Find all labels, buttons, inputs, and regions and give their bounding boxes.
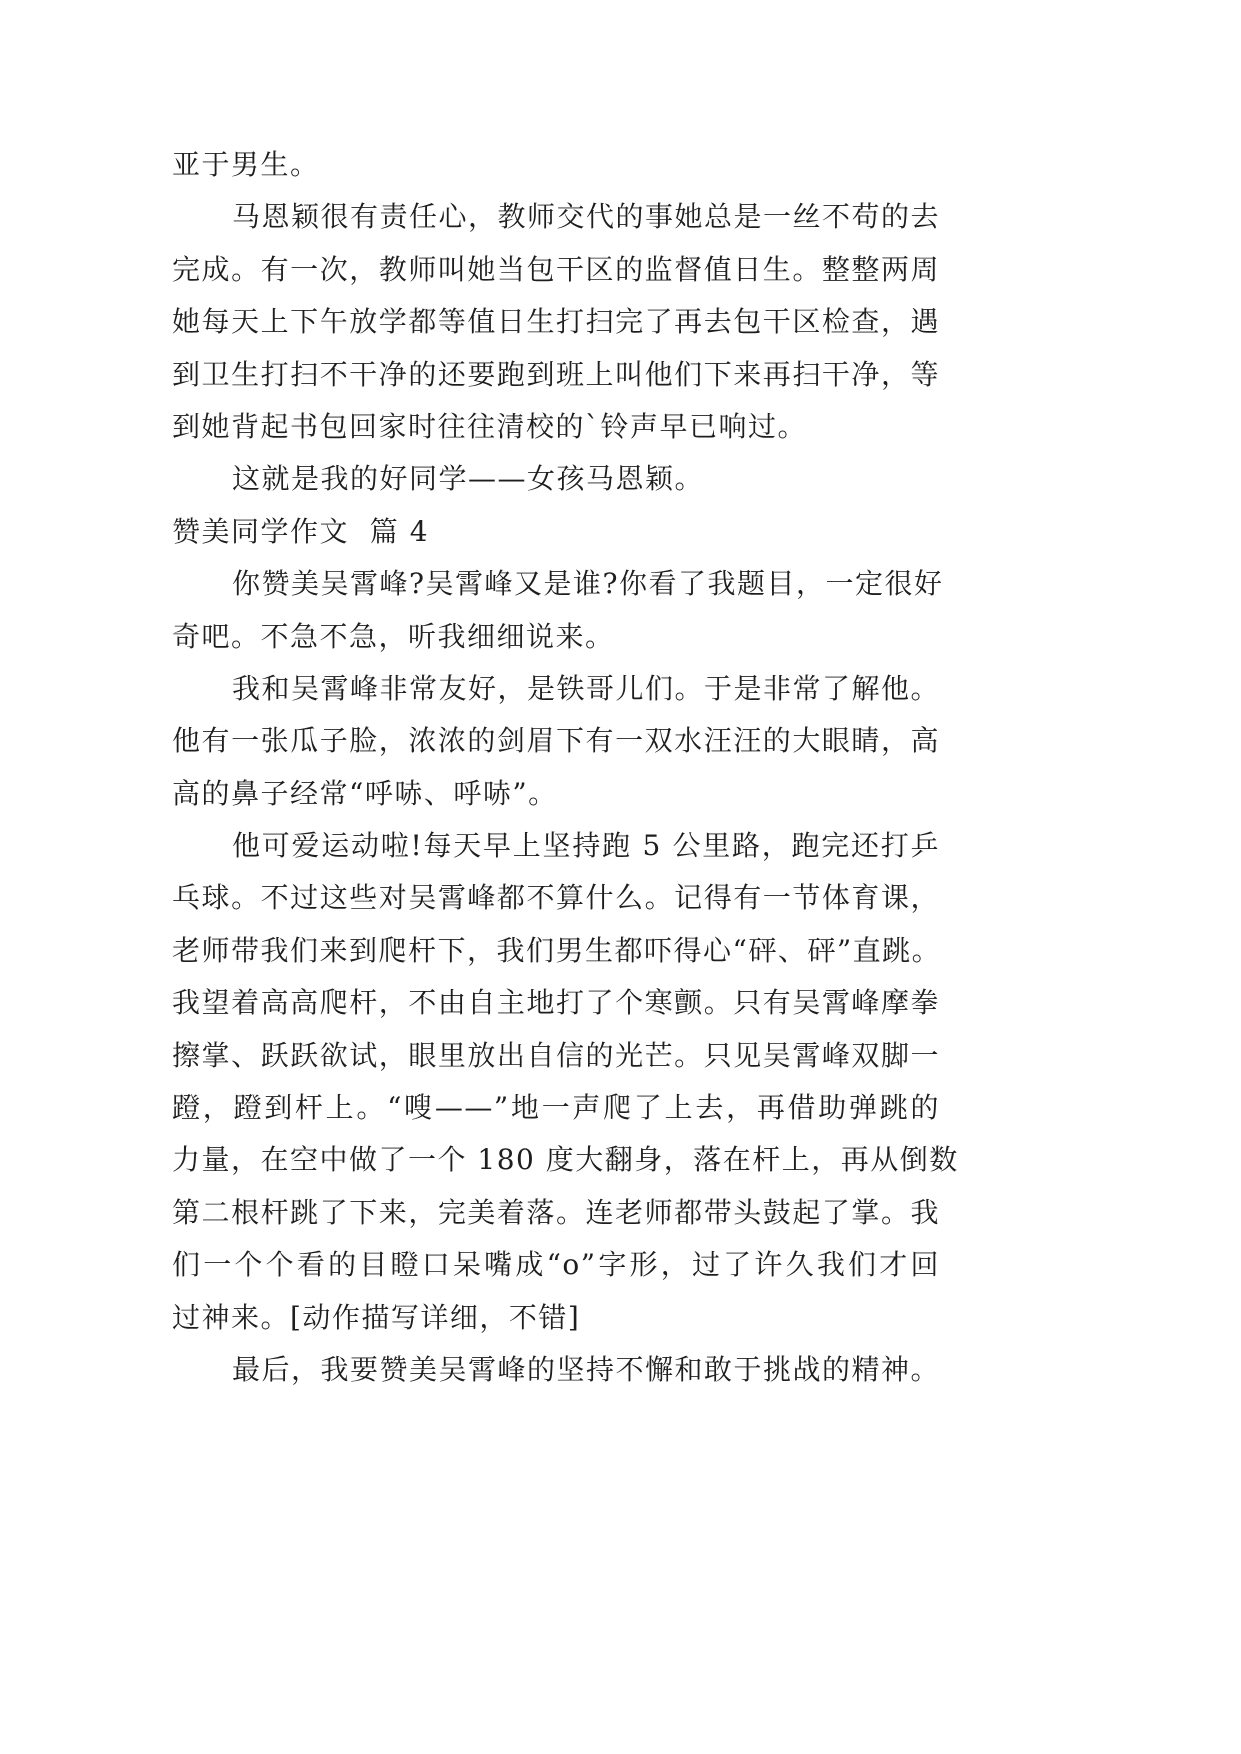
text-line: 到卫生打扫不干净的还要跑到班上叫他们下来再扫干净，等 bbox=[172, 357, 940, 391]
text-line: 力量，在空中做了一个 180 度大翻身，落在杆上，再从倒数 bbox=[172, 1143, 959, 1177]
paragraph bbox=[172, 1344, 940, 1396]
text-line: 最后，我要赞美吴霄峰的坚持不懈和敢于挑战的精神。 bbox=[232, 1352, 941, 1386]
paragraph bbox=[172, 558, 944, 663]
text-line: 亚于男生。 bbox=[172, 148, 320, 181]
text-line: 我望着高高爬杆，不由自主地打了个寒颤。只有吴霄峰摩拳 bbox=[172, 986, 940, 1020]
paragraph bbox=[172, 820, 959, 1344]
text-line: 你赞美吴霄峰?吴霄峰又是谁?你看了我题目，一定很好 bbox=[232, 567, 944, 601]
text-line: 这就是我的好同学——女孩马恩颖。 bbox=[232, 462, 705, 496]
section-heading bbox=[172, 506, 940, 558]
text-line: 高的鼻子经常“呼哧、呼哧”。 bbox=[172, 776, 558, 810]
paragraph bbox=[172, 453, 940, 505]
paragraph bbox=[172, 139, 940, 191]
text-line: 我和吴霄峰非常友好，是铁哥儿们。于是非常了解他。 bbox=[232, 671, 941, 705]
text-line: 们一个个看的目瞪口呆嘴成“o”字形，过了许久我们才回 bbox=[172, 1248, 940, 1282]
heading-text: 赞美同学作文 篇 4 bbox=[172, 514, 430, 548]
text-line: 奇吧。不急不急，听我细细说来。 bbox=[172, 619, 615, 653]
text-line: 他可爱运动啦!每天早上坚持跑 5 公里路，跑完还打乒 bbox=[232, 829, 940, 863]
text-line: 蹬，蹬到杆上。“嗖——”地一声爬了上去，再借助弹跳的 bbox=[172, 1091, 940, 1125]
text-line: 完成。有一次，教师叫她当包干区的监督值日生。整整两周 bbox=[172, 252, 940, 286]
text-line: 他有一张瓜子脸，浓浓的剑眉下有一双水汪汪的大眼睛，高 bbox=[172, 724, 940, 758]
document-body bbox=[172, 139, 959, 1396]
text-line: 擦掌、跃跃欲试，眼里放出自信的光芒。只见吴霄峰双脚一 bbox=[172, 1038, 940, 1072]
text-line: 乓球。不过这些对吴霄峰都不算什么。记得有一节体育课， bbox=[172, 881, 940, 915]
text-line: 第二根杆跳了下来，完美着落。连老师都带头鼓起了掌。我 bbox=[172, 1195, 940, 1229]
paragraph bbox=[172, 663, 940, 820]
paragraph bbox=[172, 191, 940, 453]
text-line: 过神来。[动作描写详细，不错] bbox=[172, 1300, 581, 1334]
text-line: 老师带我们来到爬杆下，我们男生都吓得心“砰、砰”直跳。 bbox=[172, 933, 942, 967]
text-line: 到她背起书包回家时往往清校的`铃声早已响过。 bbox=[172, 409, 808, 443]
text-line: 她每天上下午放学都等值日生打扫完了再去包干区检查，遇 bbox=[172, 305, 940, 339]
text-line: 马恩颖很有责任心，教师交代的事她总是一丝不苟的去 bbox=[232, 200, 941, 234]
